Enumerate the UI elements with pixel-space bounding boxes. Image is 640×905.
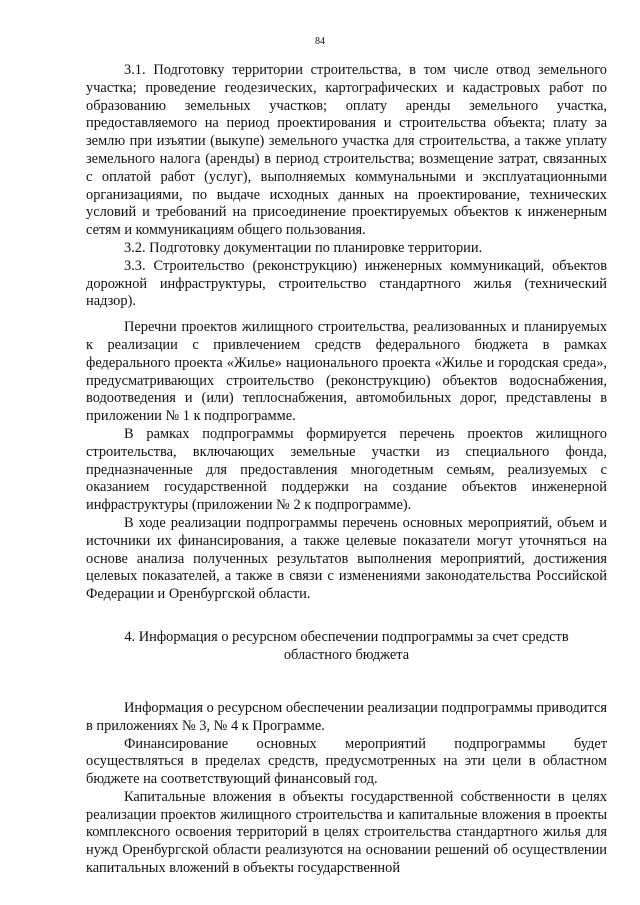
- section-heading-line-2: областного бюджета: [283, 646, 410, 663]
- paragraph-3-2: 3.2. Подготовку документации по планировке территории.: [124, 239, 483, 256]
- paragraph-3-3: 3.3. Строительство (реконструкцию) инженерных коммуникаций, объектов дорожной инфраструктуры, строительство стандартного жилья (технический надзор).: [86, 257, 607, 310]
- section-heading: [86, 628, 607, 664]
- paragraph-capital-investments: Капитальные вложения в объекты государственной собственности в целях реализации проектов жилищного строительства и капитальные вложения в проекты комплексного освоения территорий в целях строительства стандартного жилья для нужд Оренбургской области реализуются на основании решений об осуществлении капитальных вложений в объекты государственной: [86, 788, 607, 877]
- paragraph-financing: Финансирование основных мероприятий подпрограммы будет осуществляться в пределах средств, предусмотренных на эти цели в областном бюджете на соответствующий финансовый год.: [86, 735, 607, 788]
- document-body: [86, 62, 607, 878]
- paragraph-large-families: В рамках подпрограммы формируется перечень проектов жилищного строительства, включающих земельные участки из специального фонда, предназначенные для предоставления многодетным семьям, реализуемых с оказанием государственной поддержки на создание объектов инженерной инфраструктуры (приложении № 2 к подпрограмме).: [86, 425, 607, 514]
- paragraph-gap: [86, 311, 607, 319]
- paragraph-3-1: 3.1. Подготовку территории строительства, в том числе отвод земельного участка; проведение геодезических, картографических и кадастровых работ по образованию земельных участков; оплату аренды земельного участка, предоставляемого на период проектирования и строительства объекта; плату за землю при изъятии (выкупе) земельного участка для строительства, а также уплату земельного налога (аренды) в период строительства; возмещение затрат, связанных с оплатой работ (услуг), выполняемых коммунальными и эксплуатационными организациями, по выдаче исходных данных на проектирование, технических условий и требований на присоединение проектируемых объектов к инженерным сетям и коммуникациям общего пользования.: [86, 62, 607, 239]
- paragraph-project-lists: Перечни проектов жилищного строительства, реализованных и планируемых к реализации с привлечением средств федерального бюджета в рамках федерального проекта «Жилье» национального проекта «Жилье и городская среда», предусматривающих строительство (реконструкцию) объектов водоснабжения, водоотведения и (или) теплоснабжения, автомобильных дорог, представлены в приложении № 1 к подпрограмме.: [86, 319, 607, 425]
- paragraph-resource-info: Информация о ресурсном обеспечении реализации подпрограммы приводится в приложениях № 3, № 4 к Программе.: [86, 699, 607, 734]
- section-gap: [86, 664, 607, 700]
- paragraph-implementation: В ходе реализации подпрограммы перечень основных мероприятий, объем и источники их финансирования, а также целевые показатели могут уточняться на основе анализа полученных результатов выполнения мероприятий, достижения целевых показателей, а также в связи с изменениями законодательства Российской Федерации и Оренбургской области.: [86, 514, 607, 603]
- section-heading-line-1: 4. Информация о ресурсном обеспечении подпрограммы за счет средств: [124, 628, 569, 645]
- page-number: 84: [315, 36, 325, 47]
